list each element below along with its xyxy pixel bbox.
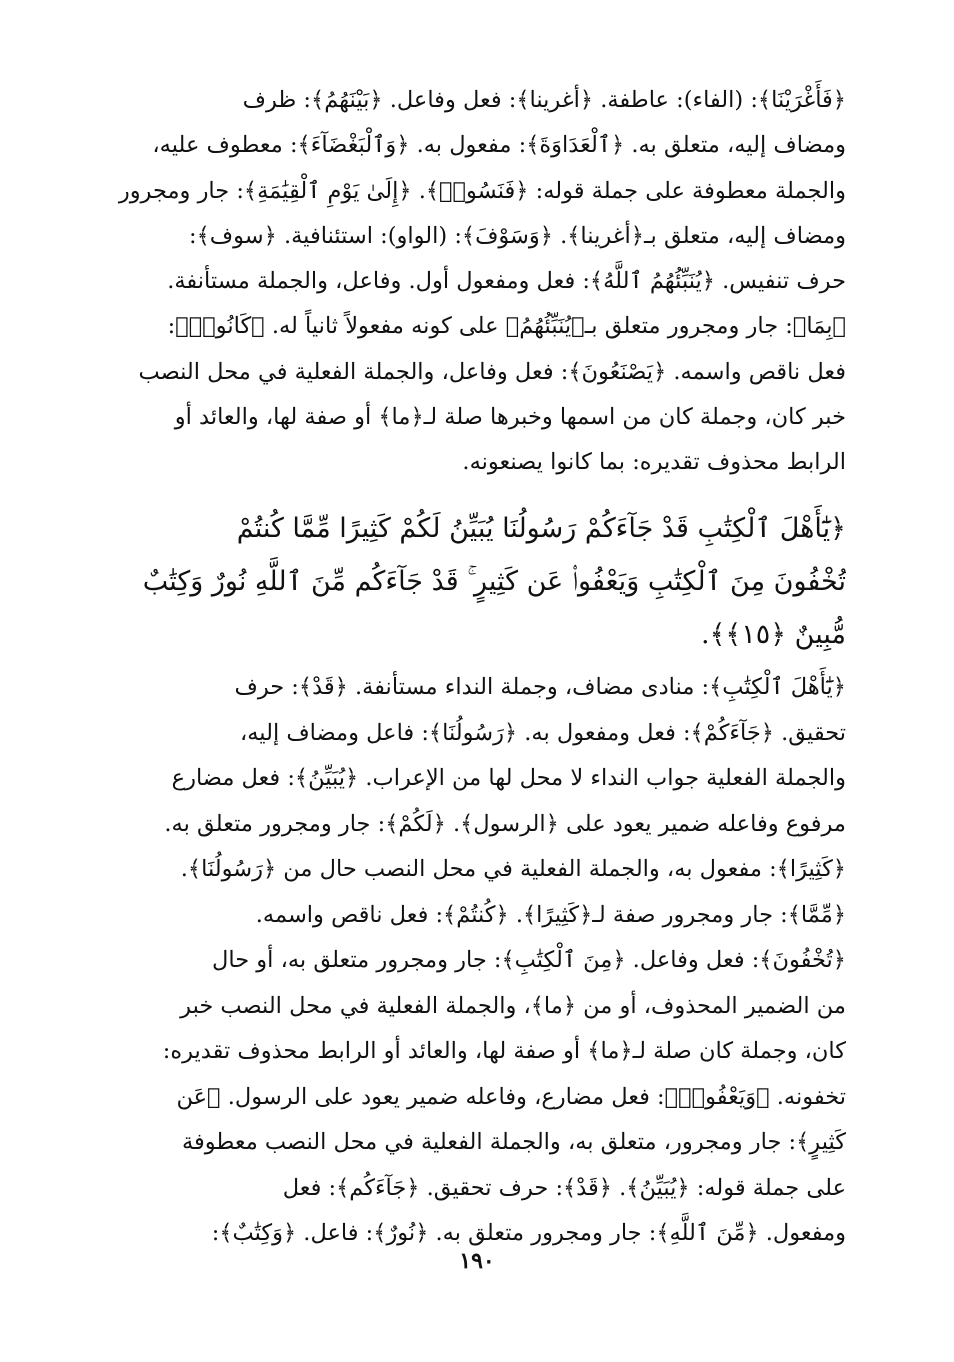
verse-line: ﴿يَٰٓأَهْلَ ٱلْكِتَٰبِ قَدْ جَآءَكُمْ رَسُولُنَا يُبَيِّنُ لَكُمْ كَثِيرًا مِّمَّا كُنتُمْ (236, 513, 846, 544)
page-number: ١٩٠ (459, 1248, 495, 1274)
grammar-paragraph-2 (76, 665, 846, 1257)
text-line: فعل ناقص واسمه. ﴿يَصْنَعُونَ﴾: فعل وفاعل، والجملة الفعلية في محل النصب (138, 358, 846, 385)
text-line: ﴿يَٰٓأَهْلَ ٱلْكِتَٰبِ﴾: منادى مضاف، وجملة النداء مستأنفة. ﴿قَدْ﴾: حرف (234, 674, 846, 700)
text-line: خبر كان، وجملة كان من اسمها وخبرها صلة لـ﴿ما﴾ أو صفة لها، والعائد أو (174, 404, 846, 431)
text-line: ومفعول. ﴿مِّنَ ٱللَّهِ﴾: جار ومجرور متعلق به. ﴿نُورٌ﴾: فاعل. ﴿وَكِتَٰبٌ﴾: (211, 1220, 846, 1246)
grammar-paragraph-1 (76, 78, 846, 486)
text-line: ﴿فَأَغْرَيْنَا﴾: (الفاء): عاطفة. ﴿أغرينا﴾: فعل وفاعل. ﴿بَيْنَهُمُ﴾: ظرف (242, 87, 846, 113)
text-line: ﴿مِّمَّا﴾: جار ومجرور صفة لـ﴿كَثِيرًا﴾. ﴿كُنتُمْ﴾: فعل ناقص واسمه. (255, 901, 846, 928)
text-line: كَثِيرٍ﴾: جار ومجرور، متعلق به، والجملة الفعلية في محل النصب معطوفة (181, 1129, 846, 1155)
text-line: ﴿كَثِيرًا﴾: مفعول به، والجملة الفعلية في محل النصب حال من ﴿رَسُولُنَا﴾. (180, 856, 846, 882)
text-line: ومضاف إليه، متعلق به. ﴿ٱلْعَدَاوَةَ﴾: مفعول به. ﴿وَٱلْبَغْضَآءَ﴾: معطوف عليه، (152, 132, 846, 159)
verse-line: مُّبِينٌ ﴿١٥﴾﴾. (701, 619, 846, 650)
text-line: والجملة معطوفة على جملة قوله: ﴿فَنَسُوا۟﴾. ﴿إِلَىٰ يَوْمِ ٱلْقِيَٰمَةِ﴾: جار ومجرور (118, 177, 846, 204)
text-line: على جملة قوله: ﴿يُبَيِّنُ﴾. ﴿قَدْ﴾: حرف تحقيق. ﴿جَآءَكُم﴾: فعل (282, 1174, 846, 1201)
text-line: تحقيق. ﴿جَآءَكُمْ﴾: فعل ومفعول به. ﴿رَسُولُنَا﴾: فاعل ومضاف إليه، (239, 719, 846, 746)
verse-line: تُخْفُونَ مِنَ ٱلْكِتَٰبِ وَيَعْفُوا۟ عَن كَثِيرٍ ۚ قَدْ جَآءَكُم مِّنَ ٱللَّهِ نُورٌ وَكِتَٰبٌ (142, 566, 846, 597)
text-line: حرف تنفيس. ﴿يُنَبِّئُهُمُ ٱللَّهُ﴾: فعل ومفعول أول. وفاعل، والجملة مستأنفة. (167, 268, 846, 295)
text-line: ومضاف إليه، متعلق بـ﴿أغرينا﴾. ﴿وَسَوْفَ﴾: (الواو): استئنافية. ﴿سوف﴾: (189, 222, 846, 249)
text-line: مرفوع وفاعله ضمير يعود على ﴿الرسول﴾. ﴿لَكُمْ﴾: جار ومجرور متعلق به. (164, 810, 846, 837)
text-line: كان، وجملة كان صلة لـ﴿ما﴾ أو صفة لها، والعائد أو الرابط محذوف تقديره: (162, 1038, 846, 1064)
text-line: والجملة الفعلية جواب النداء لا محل لها من الإعراب. ﴿يُبَيِّنُ﴾: فعل مضارع (171, 765, 846, 791)
text-line: تخفونه. ﴿وَيَعْفُوا۟﴾: فعل مضارع، وفاعله ضمير يعود على الرسول. ﴿عَن (176, 1083, 846, 1110)
text-line: الرابط محذوف تقديره: بما كانوا يصنعونه. (462, 449, 846, 476)
text-line: ﴿تُخْفُونَ﴾: فعل وفاعل. ﴿مِنَ ٱلْكِتَٰبِ﴾: جار ومجرور متعلق به، أو حال (212, 947, 846, 973)
text-line: من الضمير المحذوف، أو من ﴿ما﴾، والجملة الفعلية في محل النصب خبر (180, 992, 846, 1019)
quran-verse (76, 502, 846, 661)
text-line: ﴿بِمَا﴾: جار ومجرور متعلق بـ﴿يُنَبِّئُهُمُ﴾ على كونه مفعولاً ثانياً له. ﴿كَانُوا۟﴾: (167, 313, 846, 340)
